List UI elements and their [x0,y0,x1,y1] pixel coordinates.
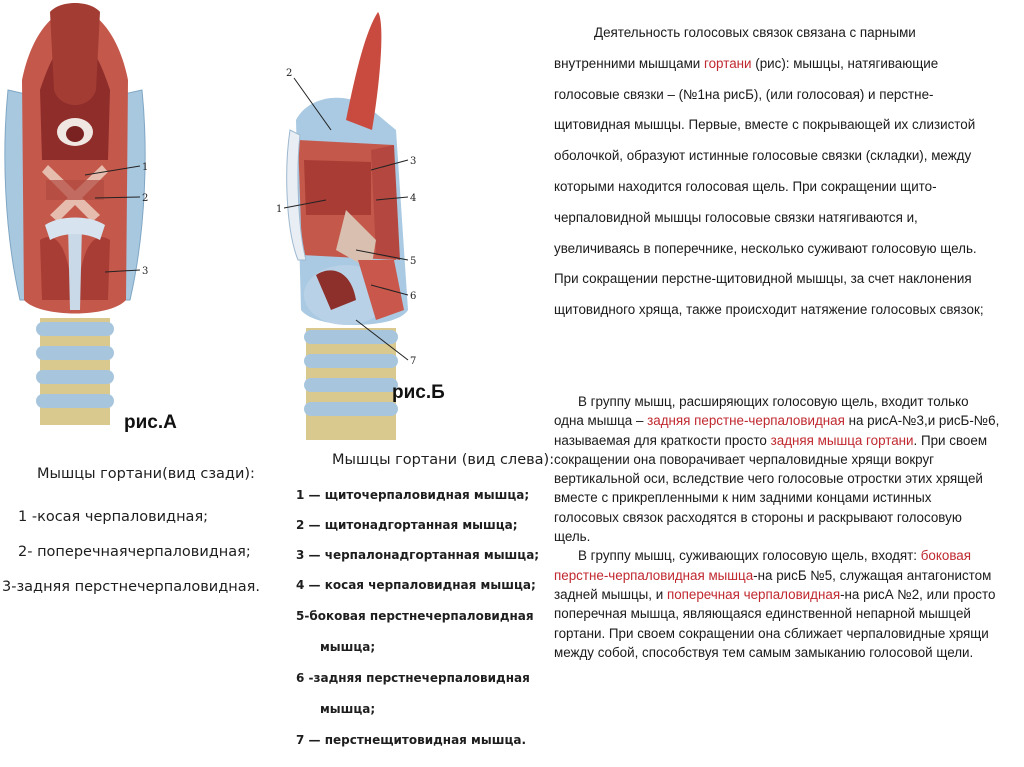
text-line: щитовидная мышцы. Первые, вместе с покрывающей их слизистой [554,117,976,133]
figure-b-larynx-lateral [276,10,426,440]
text-line: между собой, способствуя тем самым замыканию голосовой щели. [554,644,974,660]
figure-a-larynx-posterior [0,0,150,425]
figure-b-illustration [276,10,426,440]
legend-b-item: 3 — черпалонадгортанная мышца; [296,548,540,562]
text-line: которыми находится голосовая щель. При сокращении щито- [554,178,937,194]
legend-b-item: 7 — перстнещитовидная мышца. [296,733,527,747]
text-line: вместе с прикрепленными к ним задними концами истинных [554,490,932,506]
text-line: -на рисА №2, или просто [840,586,996,602]
legend-b-item: 5-боковая перстнечерпаловидная [296,609,534,623]
highlight-term: боковая [920,548,971,564]
figure-b-label-7: 7 [410,356,417,367]
text-line: -на рисБ №5, служащая антагонистом [753,567,992,583]
figure-a-label-2: 2 [142,193,149,204]
legend-b-item: 4 — косая черпаловидная мышца; [296,578,536,592]
figure-b-label-4: 4 [410,193,417,204]
figure-a-label-3: 3 [142,266,149,277]
text-line: Деятельность голосовых связок связана с парными [594,25,916,40]
legend-b-title: Мышцы гортани (вид слева): [332,452,555,468]
figure-a-illustration [0,0,150,425]
legend-b-item: 2 — щитонадгортанная мышца; [296,518,518,532]
text-line: В группу мышц, расширяющих голосовую щель, входит только [578,394,969,409]
text-line: внутренними мышцами [554,55,705,71]
legend-b-item: мышца; [320,702,376,716]
legend-a-title: Мышцы гортани(вид сзади): [37,466,255,482]
text-line: называемая для краткости просто [554,432,771,448]
legend-b-item: 6 -задняя перстнечерпаловидная [296,671,530,685]
text-line: вертикальной оси, вследствие чего голосовые отростки этих хрящей [554,471,983,487]
text-line: одна мышца – [554,413,648,429]
text-block-2 [554,392,1020,662]
text-line: В группу мышц, суживающих голосовую щель, входят: [578,548,921,564]
text-line: задней мышцы, и [554,586,667,602]
highlight-term: перстне-черпаловидная мышца [554,567,754,583]
figure-b-label-5: 5 [410,256,417,267]
highlight-term: гортани [704,55,752,71]
text-line: щитовидного хряща, также происходит натяжение голосовых связок; [554,302,984,318]
legend-a-item: 2- поперечнаячерпаловидная; [18,544,251,560]
figure-b-label-1: 1 [276,204,283,215]
text-block-1 [554,18,1016,326]
text-line: гортани. При своем сокращении она сближает черпаловидные хрящи [554,625,989,641]
highlight-term: задняя мышца гортани [770,432,914,448]
figure-b-label-3: 3 [410,156,417,167]
text-line: . При своем [913,432,988,448]
text-line: (рис): мышцы, натягивающие [751,55,939,71]
text-line: голосовые связки – (№1на рисБ), (или голосовая) и перстне- [554,86,934,102]
legend-b-item: мышца; [320,640,376,654]
text-line: щель. [554,529,591,545]
figure-a-caption: рис.А [124,412,177,433]
text-line: голосовых связок расходятся в стороны и раскрывают голосовую [554,509,962,525]
figure-b-label-2: 2 [286,68,293,79]
text-line: поперечная мышца, являющаяся единственной непарной мышцей [554,606,971,622]
text-line: черпаловидной мышцы голосовые связки натягиваются и, [554,209,918,225]
highlight-term: задняя перстне-черпаловидная [647,413,845,429]
figure-b-label-6: 6 [410,291,417,302]
text-line: увеличиваясь в поперечнике, несколько суживают голосовую щель. [554,240,977,256]
legend-b-item: 1 — щиточерпаловидная мышца; [296,488,530,502]
text-line: на рисА-№3,и рисБ-№6, [844,413,1000,429]
highlight-term: поперечная черпаловидная [666,586,841,602]
legend-a-item: 1 -косая черпаловидная; [18,509,209,525]
figure-a-label-1: 1 [142,162,149,173]
legend-a-item: 3-задняя перстнечерпаловидная. [2,579,260,595]
text-line: сокращении она поворачивает черпаловидные хрящи вокруг [554,451,935,467]
figure-b-caption: рис.Б [392,382,445,403]
text-line: оболочкой, образуют истинные голосовые связки (складки), между [554,148,972,164]
text-line: При сокращении перстне-щитовидной мышцы, за счет наклонения [554,271,972,287]
